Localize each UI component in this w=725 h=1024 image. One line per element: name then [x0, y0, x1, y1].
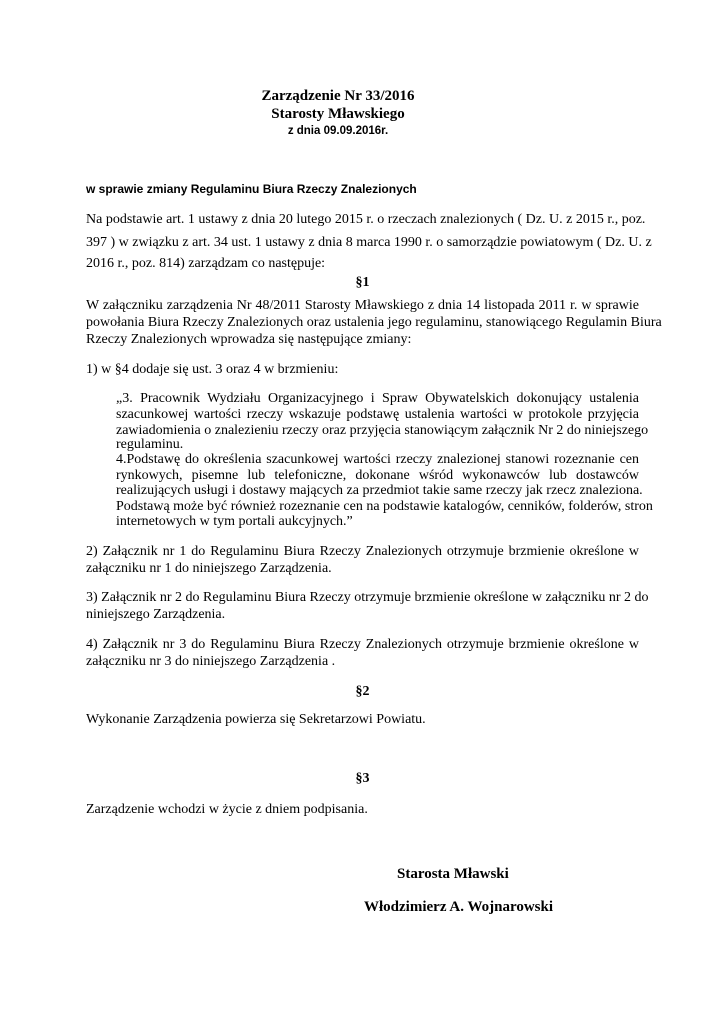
- document-issuer: Starosty Mławskiego: [271, 106, 405, 122]
- section-2-heading: §2: [355, 684, 370, 699]
- signature-role: Starosta Mławski: [397, 866, 509, 882]
- document-subject: w sprawie zmiany Regulaminu Biura Rzeczy Znalezionych: [86, 182, 417, 196]
- quote-line: realizujących usługi i dostawy mających za przedmiot takie same rzeczy jak rzecz znaleziona.: [116, 483, 643, 498]
- section-1-intro-line: W załączniku zarządzenia Nr 48/2011 Starosty Mławskiego z dnia 14 listopada 2011 r. w sprawie: [86, 298, 639, 313]
- point-4-line: 4) Załącznik nr 3 do Regulaminu Biura Rzeczy Znalezionych otrzymuje brzmienie określone w: [86, 637, 639, 652]
- point-1: 1) w §4 dodaje się ust. 3 oraz 4 w brzmieniu:: [86, 362, 339, 377]
- quote-line: szacunkowej wartości rzeczy wskazuje podstawę ustalenia wartości w protokole przyjęcia: [116, 407, 639, 422]
- section-2-text: Wykonanie Zarządzenia powierza się Sekretarzowi Powiatu.: [86, 712, 426, 727]
- preamble-line: Na podstawie art. 1 ustawy z dnia 20 lutego 2015 r. o rzeczach znalezionych ( Dz. U. z 2015 r., poz.: [86, 212, 646, 227]
- signature-name: Włodzimierz A. Wojnarowski: [364, 899, 554, 915]
- quote-line: Podstawą może być również rozeznanie cen na podstawie katalogów, cenników, folderów, stron: [116, 499, 653, 514]
- section-1-intro-line: powołania Biura Rzeczy Znalezionych oraz ustalenia jego regulaminu, stanowiącego Regulamin Biura: [86, 315, 662, 330]
- quote-line: rynkowych, pisemne lub telefoniczne, dokonane wśród wykonawców lub dostawców: [116, 468, 639, 483]
- point-3-line: niniejszego Zarządzenia.: [86, 607, 226, 622]
- document-date: z dnia 09.09.2016r.: [287, 125, 389, 137]
- point-2-line: 2) Załącznik nr 1 do Regulaminu Biura Rzeczy Znalezionych otrzymuje brzmienie określone w: [86, 544, 639, 559]
- quote-line: „3. Pracownik Wydziału Organizacyjnego i Spraw Obywatelskich dokonujący ustalenia: [116, 391, 639, 406]
- preamble-line: 397 ) w związku z art. 34 ust. 1 ustawy z dnia 8 marca 1990 r. o samorządzie powiatowym ( Dz. U. z: [86, 235, 652, 250]
- quote-line: internetowych w tym portali aukcyjnych.”: [116, 514, 353, 529]
- quote-line: 4.Podstawę do określenia szacunkowej wartości rzeczy znalezionej stanowi rozeznanie cen: [116, 452, 639, 467]
- section-1-intro-line: Rzeczy Znalezionych wprowadza się następujące zmiany:: [86, 332, 412, 347]
- section-3-heading: §3: [355, 771, 370, 786]
- preamble-line: 2016 r., poz. 814) zarządzam co następuje:: [86, 256, 326, 271]
- document-title: Zarządzenie Nr 33/2016: [261, 88, 415, 104]
- point-2-line: załączniku nr 1 do niniejszego Zarządzenia.: [86, 561, 332, 576]
- section-3-text: Zarządzenie wchodzi w życie z dniem podpisania.: [86, 802, 368, 817]
- point-4-line: załączniku nr 3 do niniejszego Zarządzenia .: [86, 654, 336, 669]
- section-1-heading: §1: [355, 275, 370, 290]
- quote-line: regulaminu.: [116, 437, 184, 452]
- quote-line: zawiadomienia o znalezieniu rzeczy oraz przyjęcia stanowiącym załącznik Nr 2 do niniejszego: [116, 423, 649, 438]
- point-3-line: 3) Załącznik nr 2 do Regulaminu Biura Rzeczy otrzymuje brzmienie określone w załączniku nr 2 do: [86, 590, 649, 605]
